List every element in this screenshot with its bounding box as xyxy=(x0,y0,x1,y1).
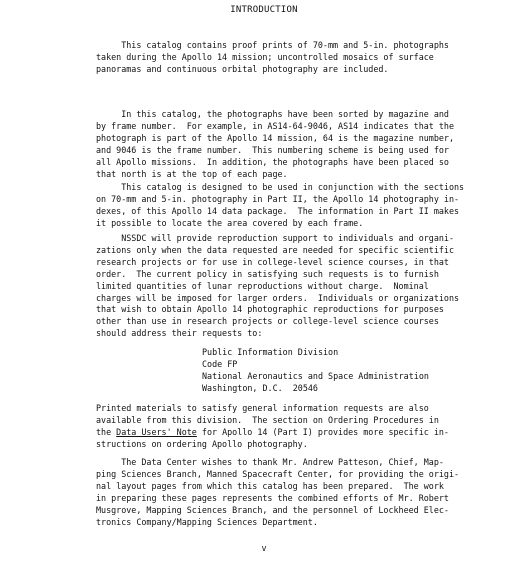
paragraph-line: This catalog is designed to be used in conjunction with the sections xyxy=(96,182,465,192)
paragraph-line: on 70-mm and 5-in. photography in Part II, the Apollo 14 photography in- xyxy=(96,193,460,204)
paragraph-line: should address their requests to: xyxy=(96,328,263,339)
paragraph-line: The Data Center wishes to thank Mr. Andrew Patteson, Chief, Map- xyxy=(96,457,444,467)
paragraph-line: NSSDC will provide reproduction support to individuals and organi- xyxy=(96,233,454,243)
paragraph-line-fragment: for Apollo 14 (Part I) provides more specific in- xyxy=(196,426,449,437)
paragraph-line: taken during the Apollo 14 mission; uncontrolled mosaics of surface xyxy=(96,51,434,62)
paragraph-line: by frame number. For example, in AS14-64-9046, AS14 indicates that the xyxy=(96,120,454,131)
intro-paragraph-1 xyxy=(96,40,492,76)
acknowledgement-paragraph xyxy=(96,457,492,528)
reproduction-paragraph xyxy=(96,233,492,340)
paragraph-line-fragment: the xyxy=(96,426,117,437)
paragraph-line: all Apollo missions. In addition, the photographs have been placed so xyxy=(96,156,449,167)
page-title: INTRODUCTION xyxy=(230,5,298,15)
paragraph-line: nal layout pages from which this catalog has been prepared. The work xyxy=(96,480,444,491)
paragraph-line: order. The current policy in satisfying such requests is to furnish xyxy=(96,268,439,279)
paragraph-line: zations only when the data requested are needed for specific scientific xyxy=(96,244,454,255)
paragraph-line: In this catalog, the photographs have been sorted by magazine and xyxy=(96,109,449,119)
paragraph-line: structions on ordering Apollo photography. xyxy=(96,438,308,449)
paragraph-line: other than use in research projects or college-level science courses xyxy=(96,316,439,327)
paragraph-line: available from this division. The section on Ordering Procedures in xyxy=(96,414,439,425)
page-number: v xyxy=(261,543,267,553)
address-line: National Aeronautics and Space Administration xyxy=(202,370,429,381)
mailing-address xyxy=(202,347,429,395)
paragraph-line: tronics Company/Mapping Sciences Department. xyxy=(96,516,318,527)
paragraph-line: that wish to obtain Apollo 14 photographic reproductions for purposes xyxy=(96,304,444,315)
paragraph-line: panoramas and continuous orbital photography are included. xyxy=(96,63,389,74)
usage-paragraph xyxy=(96,182,492,230)
data-users-note-reference: Data Users' Note xyxy=(116,426,197,437)
paragraph-line: photograph is part of the Apollo 14 mission, 64 is the magazine number, xyxy=(96,132,454,143)
paragraph-line: ping Sciences Branch, Manned Spacecraft Center, for providing the origi- xyxy=(96,468,460,479)
paragraph-line: limited quantities of lunar reproductions without charge. Nominal xyxy=(96,280,429,291)
paragraph-line: and 9046 is the frame number. This numbering scheme is being used for xyxy=(96,144,449,155)
paragraph-line: that north is at the top of each page. xyxy=(96,168,288,179)
paragraph-line: in preparing these pages represents the combined efforts of Mr. Robert xyxy=(96,492,449,503)
paragraph-line: Musgrove, Mapping Sciences Branch, and the personnel of Lockheed Elec- xyxy=(96,504,449,515)
paragraph-line: dexes, of this Apollo 14 data package. The information in Part II makes xyxy=(96,205,460,216)
address-line: Washington, D.C. 20546 xyxy=(202,382,318,393)
paragraph-line: This catalog contains proof prints of 70-mm and 5-in. photographs xyxy=(96,40,449,50)
address-line: Public Information Division xyxy=(202,347,339,357)
paragraph-line: it possible to locate the area covered by each frame. xyxy=(96,217,364,228)
address-line: Code FP xyxy=(202,358,238,369)
paragraph-line: charges will be imposed for larger orders. Individuals or organizations xyxy=(96,292,460,303)
paragraph-line: research projects or for use in college-level science courses, in that xyxy=(96,256,449,267)
printed-materials-paragraph xyxy=(96,403,492,451)
sorting-paragraph xyxy=(96,109,492,180)
paragraph-line: Printed materials to satisfy general information requests are also xyxy=(96,403,429,413)
